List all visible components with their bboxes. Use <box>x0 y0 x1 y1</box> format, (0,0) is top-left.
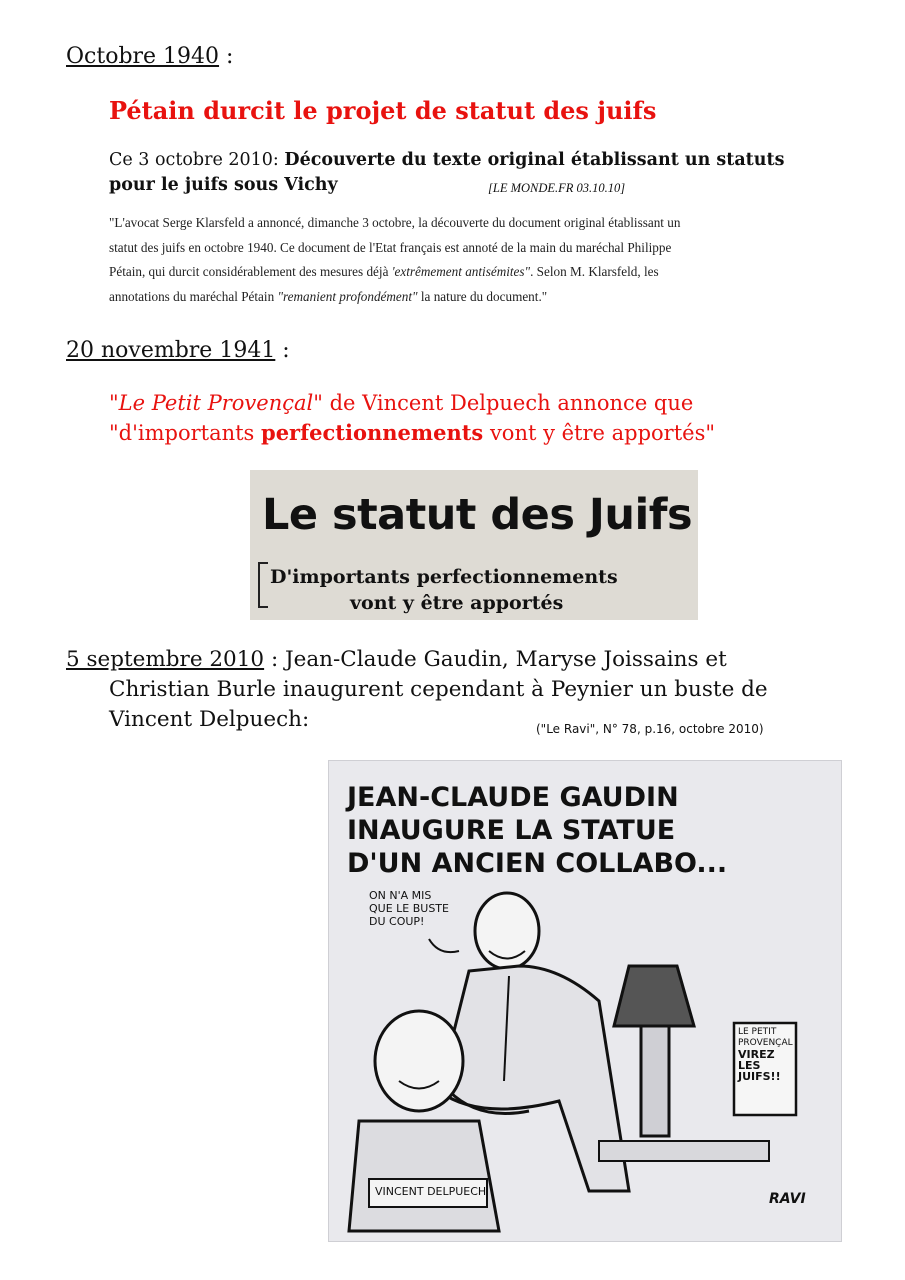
petit-provencal-announcement: "Le Petit Provençal" de Vincent Delpuech annonce que "d'importants perfectionnements vont y être apportés" <box>109 391 716 445</box>
newspaper-clipping <box>250 470 698 620</box>
date-octobre-1940: Octobre 1940 <box>66 44 220 69</box>
quote-klarsfeld: "L'avocat Serge Klarsfeld a annoncé, dimanche 3 octobre, la découverte du document original établissant un statut des juifs en octobre 1940. Ce document de l'Etat français est annoté de la main du maréchal Philippe Pétain, qui durcit considérablement des mesures déjà 'extrêmement antisémites". Selon M. Klarsfeld, les annotations du maréchal Pétain "remanient profondément" la nature du document." <box>109 215 681 304</box>
section-3-paragraph: 5 septembre 2010 : Jean-Claude Gaudin, Maryse Joissains et Christian Burle inaugurent cependant à Peynier un buste de Vincent Delpuech: ("Le Ravi", N° 78, p.16, octobre 2010) <box>66 645 866 735</box>
clipping-sub-line2: vont y être apportés <box>350 592 564 614</box>
protest-sign: LE PETIT PROVENÇAL VIREZ LES JUIFS!! <box>738 1027 793 1083</box>
date-20-novembre-1941: 20 novembre 1941 <box>66 338 276 363</box>
section-1-date-line: Octobre 1940 : <box>66 44 234 69</box>
clipping-title: Le statut des Juifs <box>262 490 693 540</box>
cartoonist-signature: RAVI <box>769 1191 806 1207</box>
clipping-bracket <box>258 562 268 608</box>
speech-bubble: ON N'A MIS QUE LE BUSTE DU COUP! <box>369 889 449 928</box>
citation-lemonde: [LE MONDE.FR 03.10.10] <box>488 181 626 195</box>
cartoon-illustration <box>328 760 842 1242</box>
date-5-septembre-2010: 5 septembre 2010 <box>66 647 265 672</box>
cartoon-caption: JEAN-CLAUDE GAUDIN INAUGURE LA STATUE D'UN ANCIEN COLLABO... <box>347 782 728 879</box>
cartoon-drawing <box>329 761 841 1241</box>
section-2-date-line: 20 novembre 1941 : <box>66 338 290 363</box>
le-ravi-source: ("Le Ravi", N° 78, p.16, octobre 2010) <box>536 722 764 736</box>
subhead-decouverte: Ce 3 octobre 2010: Découverte du texte original établissant un statuts pour le juifs sous Vichy [LE MONDE.FR 03.10.10] <box>109 148 869 198</box>
clipping-sub-line1: D'importants perfectionnements <box>270 566 618 588</box>
headline-petain: Pétain durcit le projet de statut des juifs <box>109 96 657 125</box>
bust-plaque: VINCENT DELPUECH <box>375 1185 487 1198</box>
